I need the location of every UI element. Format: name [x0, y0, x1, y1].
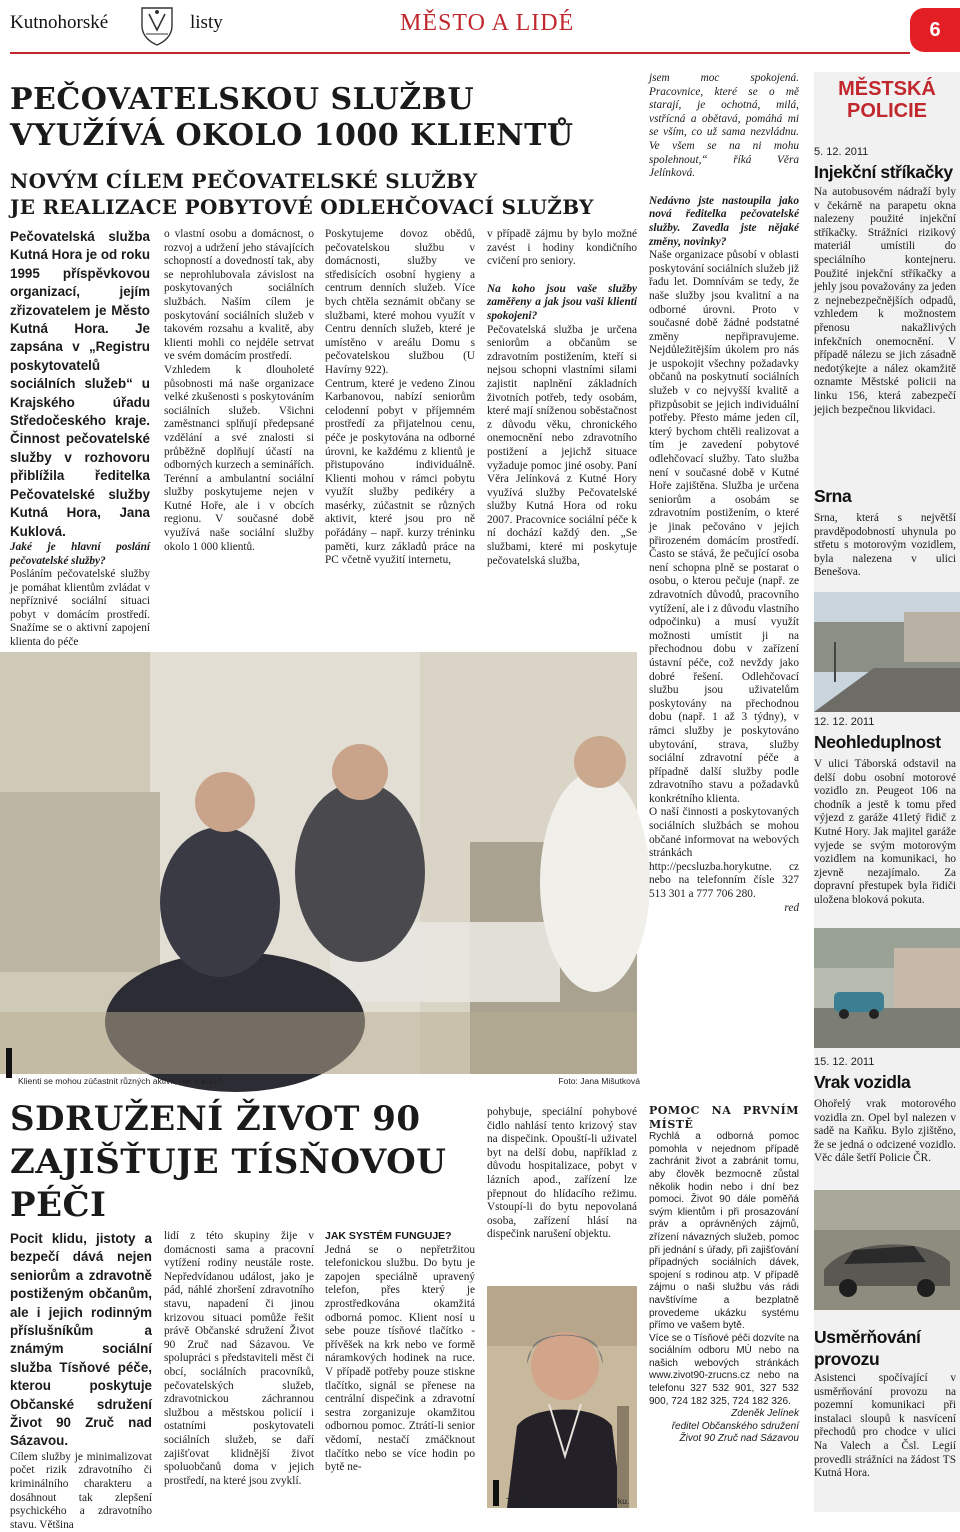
police-sidebar: [814, 72, 960, 1512]
article1-col1: [10, 228, 150, 649]
car-photo-image: [814, 928, 960, 1048]
article1-subtitle: NOVÝM CÍLEM PEČOVATELSKÉ SLUŽBY JE REALIZACE POBYTOVÉ ODLEHČOVACÍ SLUŽBY: [10, 169, 594, 219]
police-item-date: 12. 12. 2011: [814, 716, 875, 728]
police-item-text: Srna, která s největší pravděpodobností uhynula po střetu s motorovým vozidlem, byla nalezena v ulici Benešova.: [814, 512, 956, 579]
police-item-head: Usměrňování provozu: [814, 1327, 921, 1369]
article1-col5: jsem moc spokojená. Pracovnice, které se o mě starají, je ochotná, milá, vstřícná a obětavá, pomáhá mi se vším, co už sama nezvládnu. Ve všem se na ni mohu spolehnout,“ říká Věra Jelínková. Nedávno jste nastoupila jako nová ředitelka pečovatelské služby. Zavedla jste nějaké změny, novinky? Naše organizace působí v oblasti poskytování sociálních služeb již řadu let. Domnívám se tedy, že naše služby jsou kvalitní a na odborné úrovni. Proto v současné době žádné podstatné změny nepřipravujeme. Nejdůležitějším úkolem pro nás je uspokojit všechny požadavky občanů na poskytnutí sociálních služeb v co nejvyšší kvalitě a přizpůsobit se jejich individuální potřeby. Přesto máme jeden cíl, který bychom chtěli realizovat a tím je zavedení pobytové odlehčovací služby. Tato služba není v současné době v Kutné Hoře zajištěna. Služba je určena seniorům a osobám se zdravotním postižením, o které je jinak pečováno v jejich přirozeném domácím prostředí. Často se stává, že pečující osoba není schopna plně se postarat o osobu, o kterou pečuje (např. ze zdravotních důvodů, pracovního vytížení, ale i z důvodu vlastního odpočinku) a musí využít možnosti umístit ji na přechodnou dobu v zařízení ústavní péče, což nevždy jako dobré řešení. Odlehčovací službu jsou uživatelům poskytovány na přechodnou dobu (např. 1 až 3 týdny), v rámci služby je poskytováno ubytování, strava, služby sociální zdravotní péče a případně další služby podle zdravotního stavu a požadavků konkrétního klienta. O naší činnosti a poskytovaných sociálních službách se mohou občané informovat na webových stránkách http://pecsluzba.horykutne. cz nebo na telefonním čísle 327 513 301 a 777 706 280. red: [649, 72, 799, 914]
article1-col1-text: Posláním pečovatelské služby je pomáhat klientům zvládat v nepříznivé sociální situaci pobyt v domácím prostředí. Snažíme se o aktivní zapojení klienta do péče: [10, 568, 150, 649]
article2-col4: pohybuje, speciální pohybové čidlo nahlásí tento krizový stav na dispečink. Opouští-li uživatel byt na delší dobu, například z důvodu hospitalizace, pobyt v lázních apod., zařízení lze přepnout do hlídacího režimu. Vstoupí-li do bytu nepovolaná osoba, zařízení hlásí na dispečink narušení objektu.: [487, 1106, 637, 1241]
article2-col3: JAK SYSTÉM FUNGUJE? Jedná se o nepřetržitou telefonickou službu. Do bytu je zapojen speciálně upravený telefon, přes který je zprostředkována okamžitá odborná pomoc. Klient nosí u sebe pouze tísňové tlačítko - přívěšek na krk nebo ve formě náramkových hodinek na ruce. V případě potřeby pouze stiskne tlačítko, signál se přenese na centrální dispečink a zdravotní sestra zorganizuje okamžitou odbornou pomoc. Ztrátí-li senior vědomí, nestačí zmáčknout tlačítko nebo se více hodin po bytě ne-: [325, 1230, 475, 1474]
article1-question2: Na koho jsou vaše služby zaměřeny a jak jsou vaši klienti spokojeni?: [487, 282, 637, 322]
police-item-head: Vrak vozidla: [814, 1072, 911, 1092]
police-item-head: Neohleduplnost: [814, 732, 941, 752]
article2-photo: [487, 1286, 637, 1508]
article1-lead: Pečovatelská služba Kutná Hora je od roku 1995 příspěvkovou organizací, jejím zřizovatelem je Město Kutná Hora. Je zapsána v „Registru poskytovatelů sociálních služeb“ u Krajského úřadu Středočeského kraje. Činnost pečovatelské služby v rozhovoru přiblížila ředitelka Pečovatelské služby Kutná Hora, Jana Kuklová.: [10, 229, 150, 539]
road-photo-image: [814, 592, 960, 712]
wreck-photo-image: [814, 1190, 960, 1310]
police-item-date: 5. 12. 2011: [814, 146, 869, 158]
article1-question1: Jaké je hlavní poslání pečovatelské služby?: [10, 540, 150, 567]
police-photo-car: [814, 928, 960, 1048]
article1-photo-credit: Foto: Jana Mišutková: [558, 1076, 640, 1086]
article2-title: SDRUŽENÍ ŽIVOT 90 ZAJIŠŤUJE TÍSŇOVOU PÉČI: [10, 1099, 447, 1225]
article1-signature: red: [784, 901, 799, 914]
article2-col2: lidí z této skupiny žije v domácnosti sama a pracovní vytížení rodiny neustále roste. Nepředvídanou událost, jako je pád, náhlé zhoršení zdravotního stavu, napadení či jinou krizovou situaci pomůže řešit právě Občanské sdružení Život 90 Zruč nad Sázavou. Ve spolupráci s představiteli měst či obcí, sociálních pracovníků, pečovatelských služeb, zdravotnickou záchrannou službou a městskou policií i ostatními poskytovateli sociálních služeb, se daří zajišťovat klidnější život spoluobčanů doma v jejich prostředí, na které jsou zvyklí.: [164, 1230, 314, 1487]
police-item-text: Ohořelý vrak motorového vozidla zn. Opel byl nalezen v sadě na Kaňku. Bylo zjištěno, že se jedná o odcizené vozidlo. Věc dále šetří Policie ČR.: [814, 1098, 956, 1165]
article1-photo: [0, 652, 637, 1074]
article2-col1: Pocit klidu, jistoty a bezpečí dává nejen seniorům a zdravotně postiženým občanům, ale i jejich rodinným příslušníkům a známým sociální služba Tísňové péče, kterou poskytuje Občanské sdružení Život 90 Zruč nad Sázavou. Cílem služby je minimalizovat počet rizik zdravotního či kriminálního charakteru a dosáhnout tak zlepšení psychického a zdravotního stavu. Většina: [10, 1231, 152, 1531]
article1-title: PEČOVATELSKOU SLUŽBU VYUŽÍVÁ OKOLO 1000 KLIENTŮ: [10, 82, 574, 153]
article2-box-title: POMOC NA PRVNÍM MÍSTĚ: [649, 1104, 799, 1131]
police-item-head: Injekční stříkačky: [814, 162, 953, 182]
article1-photo-caption: Klienti se mohou zúčastnit různých aktivit, her a kurzů.: [18, 1076, 225, 1086]
header-rule: [10, 52, 910, 54]
senior-portrait-image: [487, 1286, 637, 1508]
article2-question: JAK SYSTÉM FUNGUJE?: [325, 1230, 452, 1242]
article2-photo-caption: Tísňové tlačítko se nosí na krku.: [506, 1496, 630, 1506]
brand-left: Kutnohorské: [10, 12, 109, 33]
page-number: 6: [910, 8, 960, 52]
article1-col2: o vlastní osobu a domácnost, o rozvoj a udržení jeho stávajících schopností a dovedností tak, aby se neprohlubovala závislost na poskytovaných sociálních službách. Naším cílem je poskytování sociálních služeb v takovém rozsahu a kvalitě, aby klienti mohli co nejdéle setrvat ve svém domácím prostředí. Vzhledem k dlouholeté působnosti má naše organizace velké zkušenosti s poskytováním sociálních služeb. Všichni zaměstnanci splňují předepsané vzdělání a své znalosti si průběžně doplňují účastí na odborných kurzech a seminářích. Terénní a ambulantní sociální služby poskytujeme nejen v Kutné Hoře, ale i v obcích regionu. V současné době využívá naše sociální služby okolo 1 000 klientů.: [164, 228, 314, 553]
article1-question3: Nedávno jste nastoupila jako nová ředitelka pečovatelské služby. Zavedla jste nějaké změny, novinky?: [649, 194, 799, 248]
police-item-date: 15. 12. 2011: [814, 1056, 875, 1068]
caption-marker: [6, 1048, 12, 1078]
masthead: [0, 0, 960, 60]
brand-right: listy: [190, 12, 223, 33]
article1-col3: Poskytujeme dovoz obědů, pečovatelskou službu v domácnosti, služby ve středisících osobní hygieny a centrum denních služeb. Více bych chtěla seznámit občany se službami, které mohou využít v Centru denních služeb, které je umístěno v areálu Domu s pečovatelskou službou (U Havírny 922). Centrum, které je vedeno Zinou Karbanovou, nabízí seniorům celodenní pobyt v příjemném prostředí za přijatelnou cenu, péče je poskytována na odborné úrovni, ke každému z klientů je přistupováno individuálně. Klienti mohou v rámci pobytu využít služby pedikéry a masérky, zúčastnit se různých aktivit, které jsou pro ně pořádány – např. kurzy tréninku paměti, kurz základů práce na PC včetně využití internetu,: [325, 228, 475, 567]
police-sidebar-title: MĚSTSKÁ POLICIE: [838, 78, 936, 122]
section-title: MĚSTO A LIDÉ: [400, 10, 575, 36]
police-item-text: V ulici Táborská odstavil na delší dobu osobní motorové vozidlo zn. Peugeot 106 na chodník a jestě k tomu před výjezd z garáže 41letý řidič z Kutné Hory. Jak majitel garáže vyjede se svým motorovým vozidlem na komunikaci, ho zjevně nezajímalo. Za dopravní přestupek byla řidiči uložena bloková pokuta.: [814, 758, 956, 906]
article1-col4: v případě zájmu by bylo možné zavést i hodiny kondičního cvičení pro seniory. Na koho jsou vaše služby zaměřeny a jak jsou vaši klienti spokojeni? Pečovatelská služba je určena seniorům a občanům se zdravotním postižením, kteří si nejsou schopni vlastními silami zajistit naplnění základních životních potřeb, tedy osobám, které mají sníženou soběstačnost z důvodu věku, chronického onemocnění nebo zdravotního postižení a jejichž situace vyžaduje pomoc jiné osoby. Paní Věra Jelínková z Kutné Hory využívá služby Pečovatelské služby Kutná Hora od roku 2007. Pracovnice sociální péče k ní dochází každý den. „Se službami, které mi poskytuje pečovatelská služba,: [487, 228, 637, 567]
police-photo-road: [814, 592, 960, 712]
caption-marker-2: [493, 1480, 499, 1506]
police-photo-wreck: [814, 1190, 960, 1310]
article2-lead: Pocit klidu, jistoty a bezpečí dává nejen seniorům a zdravotně postiženým občanům, ale i jejich rodinným příslušníkům a známým sociální služba Tísňové péče, kterou poskytuje Občanské sdružení Život 90 Zruč nad Sázavou.: [10, 1231, 152, 1449]
police-item-head: Srna: [814, 486, 852, 506]
police-item-text: Na autobusovém nádraží byly v čekárně na parapetu okna nalezeny použité injekční stříkačky. Strážníci rizikový materiál umístili do speciálního kontejneru. Použité injekční stříkačky a jehly jsou považovány za jeden z nejnebezpečnějších odpadů, vzhledem k možnostem přenosu nakažlivých infekčních onemocnění. V případě nálezu se jich zásadně nedotýkejte a nález okamžitě oznamte Městské policii na linku 156, která zabezpečí jejich bezpečnou likvidaci.: [814, 186, 956, 416]
seniors-photo-image: [0, 652, 637, 1074]
city-crest-icon: [138, 4, 176, 46]
article2-box: POMOC NA PRVNÍM MÍSTĚ Rychlá a odborná pomoc pomohla v nejednom případě zachránit život a zabránit tomu, aby člověk bezmocně zůstal několik hodin nebo i dní bez pomoci. Život 90 dále poměňá svým klientům i při prosazování práv a oprávněných zájmů, zřízení návazných služeb, pomoc při jednání s úřady, při zajišťování případných sociálních dávek, spojení s rodinou atp. V případě zájmu o naši službu vás rádi navštívíme a bezplatně provedeme ukázku systému přímo ve vašem bytě. Více se o Tísňové péči dozvíte na sociálním odboru MÚ nebo na našich webových stránkách www.zivot90-zrucns.cz nebo na telefonu 327 532 901, 327 532 900, 724 182 325, 724 182 326. Zdeněk Jelínek ředitel Občanského sdružení Život 90 Zruč nad Sázavou: [649, 1104, 799, 1445]
police-item-text: Asistenci spočívající v usměrňování provozu na pozemní komunikaci při instalaci sloupů k nasvícení přechodů pro chodce v ulici Na Valech a Čsl. Legií provedli strážníci na žádost TS Kutná Hora.: [814, 1372, 956, 1480]
